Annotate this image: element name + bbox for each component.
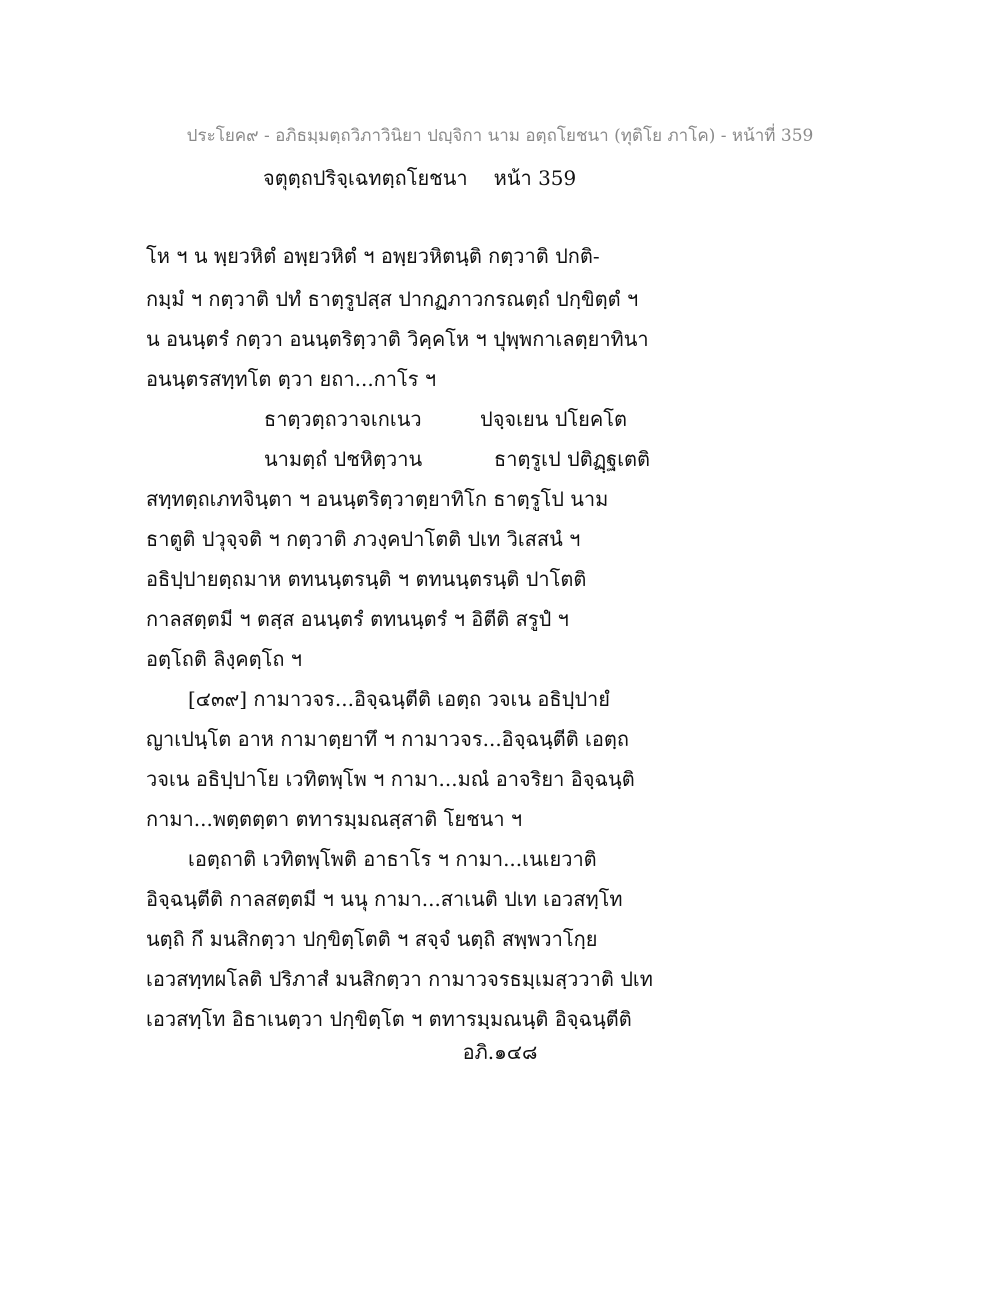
body-line: เอวสทฺทผโลติ ปริภาสํ มนสิกตฺวา กามาวจรธมฺเมสฺววาติ ปเท bbox=[146, 967, 653, 991]
body-line: โห ฯ น พฺยวหิตํ อพฺยวหิตํ ฯ อพฺยวหิตนฺติ กตฺวาติ ปกติ- bbox=[146, 244, 600, 268]
body-line: กาลสตฺตมี ฯ ตสฺส อนนฺตรํ ตทนนฺตรํ ฯ อิตีติ สรูปํ ฯ bbox=[146, 607, 569, 631]
body-line: สทฺทตฺถเภทจินฺตา ฯ อนนฺตริตฺวาตฺยาทิโก ธาตฺรูโป นาม bbox=[146, 487, 609, 511]
body-line: กามา...พตฺตตฺตา ตทารมฺมณสฺสาติ โยชนา ฯ bbox=[146, 807, 523, 831]
section-header bbox=[263, 162, 576, 194]
body-line: อตฺโถติ ลิงฺคตฺโถ ฯ bbox=[146, 647, 303, 671]
body-line: อธิปฺปายตฺถมาห ตทนนฺตรนฺติ ฯ ตทนนฺตรนฺติ ปาโตติ bbox=[146, 567, 587, 591]
section-title: จตุตฺถปริจฺเฉทตฺถโยชนา bbox=[263, 166, 468, 190]
body-line: วจเน อธิปฺปาโย เวทิตพฺโพ ฯ กามา...มณํ อาจริยา อิจฺฉนฺติ bbox=[146, 767, 635, 791]
body-line: เอวสทฺโท อิธาเนตฺวา ปกฺขิตฺโต ฯ ตทารมฺมณนฺติ อิจฺฉนฺตีติ bbox=[146, 1007, 632, 1031]
body-line: ญาเปนฺโต อาห กามาตฺยาทึ ฯ กามาวจร...อิจฺฉนฺตีติ เอตฺถ bbox=[146, 727, 629, 751]
body-line: นตฺถิ กึ มนสิกตฺวา ปกฺขิตฺโตติ ฯ สจฺจํ นตฺถิ สพฺพวาโกฺย bbox=[146, 927, 598, 951]
body-line: [๔๓๙] กามาวจร...อิจฺฉนฺตีติ เอตฺถ วจเน อธิปฺปายํ bbox=[188, 687, 610, 711]
body-line: อิจฺฉนฺตีติ กาลสตฺตมี ฯ นนุ กามา...สาเนติ ปเท เอวสทฺโท bbox=[146, 887, 623, 911]
verse-line-a: นามตฺถํ ปชหิตฺวาน bbox=[264, 447, 423, 471]
running-header: ประโยค๙ - อภิธมฺมตฺถวิภาวินิยา ปญฺจิกา นาม อตฺถโยชนา (ทุติโย ภาโค) - หน้าที่ 359 bbox=[186, 126, 814, 146]
verse-line-a: ธาตฺวตฺถวาจเกเนว bbox=[264, 407, 422, 431]
verse-line-b: ปจฺจเยน ปโยคโต bbox=[480, 407, 627, 431]
verse-line-b: ธาตฺรูเป ปติฏฺฐเตติ bbox=[494, 447, 651, 471]
body-line: อนนฺตรสทฺทโต ตฺวา ยถา...กาโร ฯ bbox=[146, 367, 437, 391]
body-line: เอตฺถาติ เวทิตพฺโพติ อาธาโร ฯ กามา...เนเยวาติ bbox=[188, 847, 597, 871]
page-label: หน้า 359 bbox=[493, 166, 577, 190]
body-line: กมฺมํ ฯ กตฺวาติ ปทํ ธาตฺรูปสฺส ปากฏภาวกรณตฺถํ ปกฺขิตฺตํ ฯ bbox=[146, 287, 639, 311]
body-line: ธาตูติ ปวุจฺจติ ฯ กตฺวาติ ภวงฺคปาโตติ ปเท วิเสสนํ ฯ bbox=[146, 527, 581, 551]
page-signature: อภิ.๑๔๘ bbox=[462, 1040, 538, 1064]
body-line: น อนนฺตรํ กตฺวา อนนฺตริตฺวาติ วิคฺคโห ฯ ปุพฺพกาเลตฺยาทินา bbox=[146, 327, 649, 351]
